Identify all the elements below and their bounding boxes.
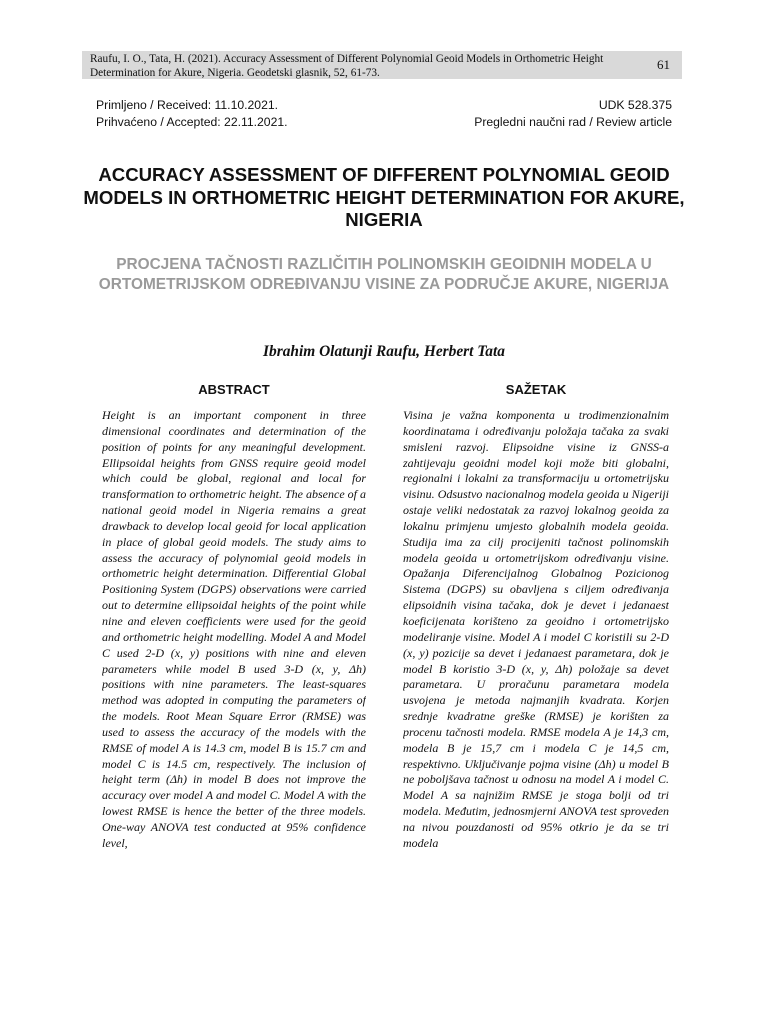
header-citation: Raufu, I. O., Tata, H. (2021). Accuracy Assessment of Different Polynomial Geoid Models in Orthometric Height Determination for Akure, Nigeria. Geodetski glasnik, 52, 61-73. [90,53,604,79]
page-number: 61 [657,57,670,72]
udk-code: UDK 528.375 [598,98,672,112]
received-date: Primljeno / Received: 11.10.2021. [96,98,279,112]
title-local: PROCJENA TAČNOSTI RAZLIČITIH POLINOMSKIH GEOIDNIH MODELA U ORTOMETRIJSKOM ODREĐIVANJU VISINE ZA PODRUČJE AKURE, NIGERIJA [98,256,670,293]
accepted-date: Prihvaćeno / Accepted: 22.11.2021. [96,115,288,129]
abstract-heading: ABSTRACT [198,382,270,397]
sazetak-text: Visina je važna komponenta u trodimenzionalnim koordinatama i određivanju položaja tačaka za svaki smisleni razvoj. Elipsoidne visine iz GNSS-a zahtijevaju geoidni model koji može biti globalni, regionalni i lokalni za transformaciju u ortometrijsku visinu. Odsustvo nacionalnog modela geoida u Nigeriji ostaje veliki nedostatak za razvoj lokalnog geoida za lokalnu primjenu umjesto globalnih modela geoida. Studija ima za cilj procijeniti tačnost polinomskih modela geoida u ortometrijskom određivanju visine. Opažanja Diferencijalnog Globalnog Pozicionog Sistema (DGPS) su obavljena s ciljem određivanja elipsoidnih visina tačaka, dok je devet i jedanaest koeficijenata korišteno za geoidno i ortometrijsko modeliranje visine. Model A i model C koristili su 2-D (x, y) pozicije sa devet i jedanaest parametara, dok je model B koristio 3-D (x, y, Δh) položaje sa devet parametara. U proračunu parametara modela usvojena je metoda najmanjih kvadrata. Korjen srednje kvadratne greške (RMSE) je korišten za procenu tačnosti modela. RMSE modela A je 14,3 cm, modela B je 15,7 cm i modela C je 14,5 cm, respektivno. Uključivanje pojma visine (Δh) u model B ne poboljšava tačnost u odnosu na model A i model C. Model A sa najnižim RMSE je stoga bolji od tri modela. Međutim, jednosmjerni ANOVA test sproveden na nivou pouzdanosti od 95% otkrio je da se tri modela [403,408,669,850]
running-header [82,51,682,79]
abstract-text: Height is an important component in three dimensional coordinates and determination of the position of points for any meaningful development. Ellipsoidal heights from GNSS require geoid model which could be global, regional and local for transformation to orthometric height. The absence of a national geoid model in Nigeria remains a great drawback to develop local geoid for local application in place of global geoid models. The study aims to assess the accuracy of polynomial geoid models in orthometric height determination. Differential Global Positioning System (DGPS) observations were carried out to determine ellipsoidal heights of the point while nine and eleven coefficients were used for the geoid and orthometric height modelling. Model A and Model C used 2-D (x, y) positions with nine and eleven parameters while model B used 3-D (x, y, Δh) positions with nine parameters. The least-squares method was adopted in computing the parameters of the models. Root Mean Square Error (RMSE) was used to assess the accuracy of the models with the RMSE of model A is 14.3 cm, model B is 15.7 cm and model C is 14.5 cm, respectively. The inclusion of height term (Δh) in model B does not improve the accuracy over model A and model C. Model A with the lowest RMSE is hence the better of the three models. One-way ANOVA test conducted at 95% confidence level, [102,408,366,850]
title-english: ACCURACY ASSESSMENT OF DIFFERENT POLYNOMIAL GEOID MODELS IN ORTHOMETRIC HEIGHT DETERMINATION FOR AKURE, NIGERIA [83,164,685,230]
article-type: Pregledni naučni rad / Review article [474,115,672,129]
sazetak-heading: SAŽETAK [505,382,567,397]
authors: Ibrahim Olatunji Raufu, Herbert Tata [263,343,505,360]
